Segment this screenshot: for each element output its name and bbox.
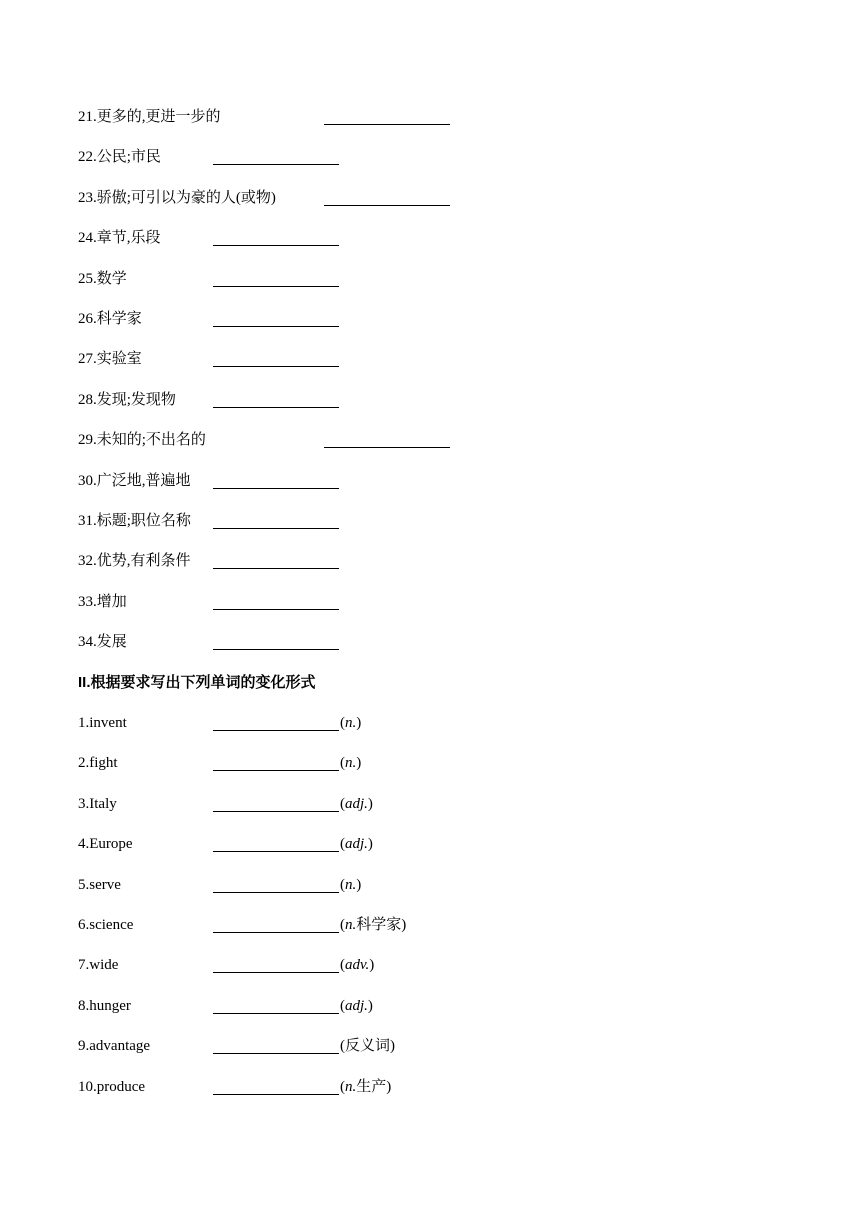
form-hint <box>340 712 361 734</box>
answer-blank[interactable] <box>213 712 339 731</box>
vocab-prompt: 21.更多的,更进一步的 <box>78 109 221 125</box>
word-prompt: 2.fight <box>78 755 118 772</box>
answer-blank[interactable] <box>213 1076 339 1095</box>
hint-close-paren: ) <box>369 957 375 974</box>
vocab-prompt: 23.骄傲;可引以为豪的人(或物) <box>78 189 276 206</box>
form-hint <box>340 954 374 976</box>
hint-extra: 生产 <box>356 1078 387 1095</box>
form-hint <box>340 793 373 815</box>
answer-blank[interactable] <box>213 914 339 933</box>
hint-open-paren: ( <box>340 1078 345 1095</box>
answer-blank[interactable] <box>324 429 450 448</box>
hint-close-paren: ) <box>367 795 373 812</box>
hint-close-paren: ) <box>356 715 362 731</box>
word-prompt: 1.invent <box>78 715 127 731</box>
hint-part-of-speech: n. <box>345 755 357 772</box>
word-prompt: 4.Europe <box>78 836 133 853</box>
hint-open-paren: ( <box>340 1038 345 1055</box>
word-prompt: 3.Italy <box>78 795 117 812</box>
vocab-prompt: 31.标题;职位名称 <box>78 513 191 529</box>
vocab-prompt: 26.科学家 <box>78 311 142 327</box>
answer-blank[interactable] <box>213 389 339 408</box>
hint-close-paren: ) <box>356 755 362 772</box>
vocab-prompt: 24.章节,乐段 <box>78 230 161 247</box>
hint-open-paren: ( <box>340 795 345 812</box>
answer-blank[interactable] <box>213 348 339 367</box>
word-prompt: 8.hunger <box>78 997 131 1014</box>
vocab-prompt: 32.优势,有利条件 <box>78 553 191 570</box>
hint-open-paren: ( <box>340 715 345 731</box>
answer-blank[interactable] <box>213 874 339 893</box>
answer-blank[interactable] <box>213 470 339 489</box>
hint-part-of-speech: adj. <box>345 795 368 812</box>
word-prompt: 6.science <box>78 917 134 933</box>
answer-blank[interactable] <box>324 106 450 125</box>
hint-close-paren: ) <box>390 1038 396 1055</box>
hint-close-paren: ) <box>367 997 373 1014</box>
answer-blank[interactable] <box>213 591 339 610</box>
form-hint <box>340 914 406 936</box>
hint-close-paren: ) <box>356 876 362 893</box>
hint-open-paren: ( <box>340 957 345 974</box>
hint-part-of-speech: adj. <box>345 997 368 1014</box>
answer-blank[interactable] <box>213 146 339 165</box>
form-hint <box>340 1076 391 1098</box>
answer-blank[interactable] <box>213 510 339 529</box>
form-hint <box>340 995 373 1017</box>
vocab-prompt: 33.增加 <box>78 593 127 610</box>
hint-close-paren: ) <box>386 1078 392 1095</box>
hint-extra: 科学家 <box>356 917 402 933</box>
section-heading: II.根据要求写出下列单词的变化形式 <box>78 674 316 691</box>
form-hint <box>340 752 361 774</box>
hint-part-of-speech: adj. <box>345 836 368 853</box>
hint-part-of-speech: n. <box>345 917 357 933</box>
hint-open-paren: ( <box>340 876 345 893</box>
form-hint <box>340 1035 395 1057</box>
hint-extra: 反义词 <box>345 1038 391 1055</box>
vocab-prompt: 30.广泛地,普遍地 <box>78 472 191 489</box>
form-hint <box>340 874 361 896</box>
hint-open-paren: ( <box>340 997 345 1014</box>
hint-part-of-speech: n. <box>345 876 357 893</box>
answer-blank[interactable] <box>213 550 339 569</box>
answer-blank[interactable] <box>324 187 450 206</box>
answer-blank[interactable] <box>213 1035 339 1054</box>
word-prompt: 10.produce <box>78 1078 146 1095</box>
hint-part-of-speech: n. <box>345 1078 357 1095</box>
hint-open-paren: ( <box>340 917 345 933</box>
word-prompt: 5.serve <box>78 876 121 893</box>
answer-blank[interactable] <box>213 995 339 1014</box>
answer-blank[interactable] <box>213 833 339 852</box>
vocab-prompt: 22.公民;市民 <box>78 149 161 166</box>
hint-part-of-speech: adv. <box>345 957 370 974</box>
vocab-prompt: 27.实验室 <box>78 351 142 368</box>
answer-blank[interactable] <box>213 268 339 287</box>
answer-blank[interactable] <box>213 793 339 812</box>
answer-blank[interactable] <box>213 631 339 650</box>
vocab-prompt: 29.未知的;不出名的 <box>78 432 206 449</box>
answer-blank[interactable] <box>213 752 339 771</box>
vocab-prompt: 34.发展 <box>78 634 127 651</box>
hint-close-paren: ) <box>367 836 373 853</box>
hint-part-of-speech: n. <box>345 715 357 731</box>
hint-close-paren: ) <box>401 917 407 933</box>
answer-blank[interactable] <box>213 954 339 973</box>
form-hint <box>340 833 373 855</box>
word-prompt: 7.wide <box>78 957 119 974</box>
vocab-prompt: 28.发现;发现物 <box>78 391 176 408</box>
hint-open-paren: ( <box>340 755 345 772</box>
answer-blank[interactable] <box>213 308 339 327</box>
answer-blank[interactable] <box>213 227 339 246</box>
word-prompt: 9.advantage <box>78 1038 151 1055</box>
hint-open-paren: ( <box>340 836 345 853</box>
vocab-prompt: 25.数学 <box>78 270 127 287</box>
